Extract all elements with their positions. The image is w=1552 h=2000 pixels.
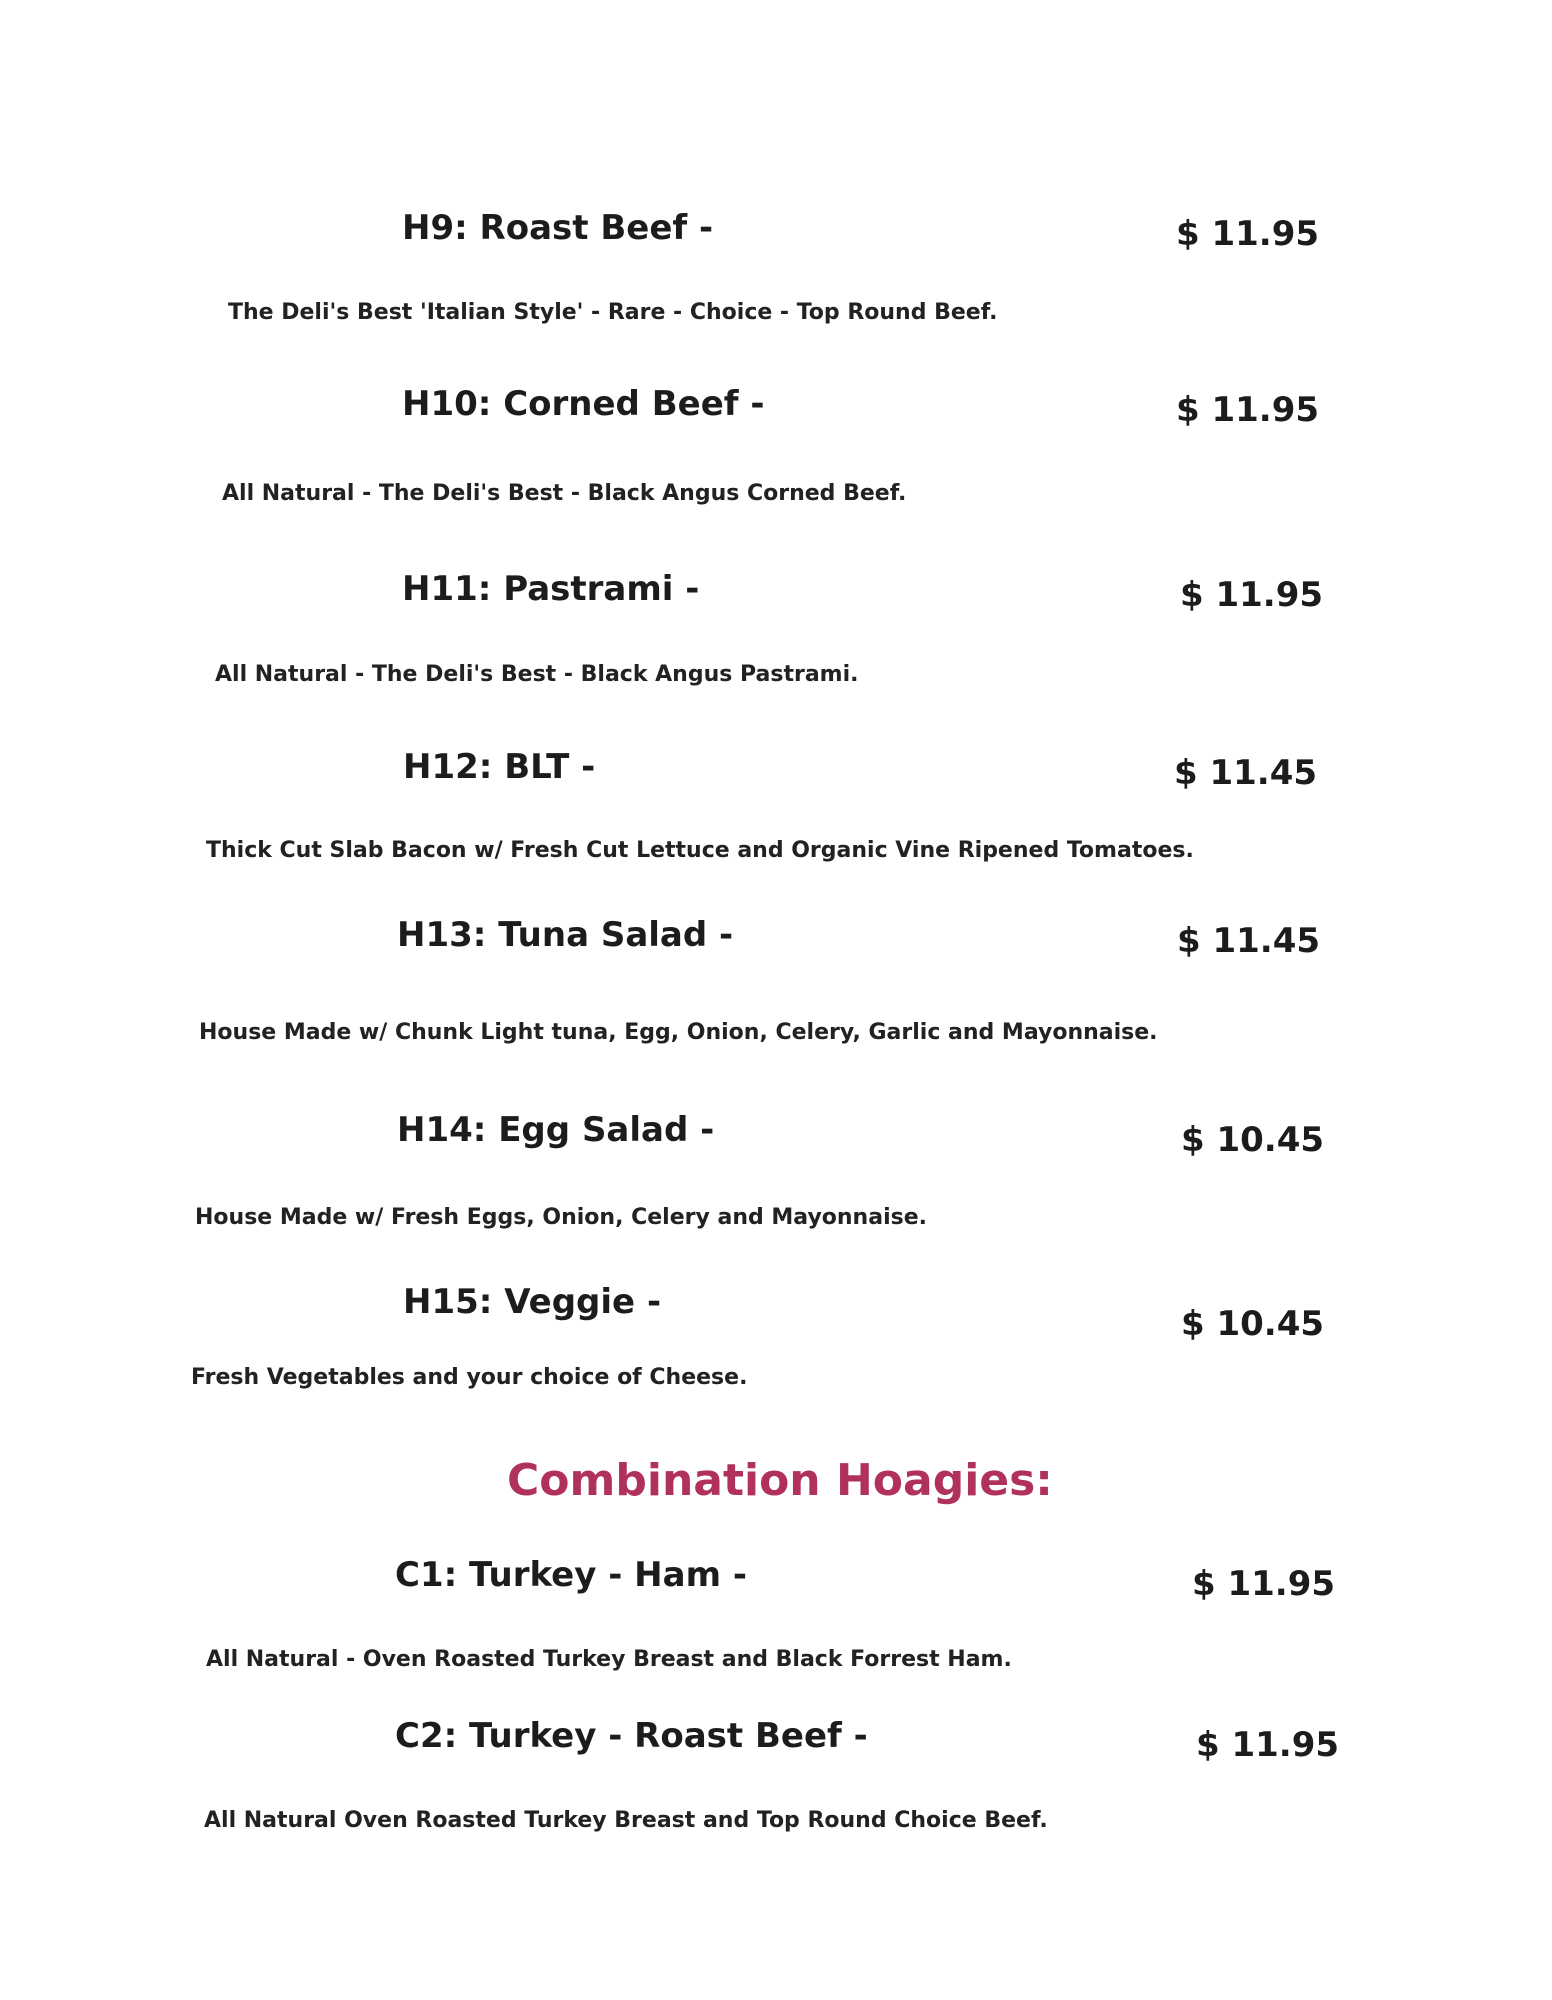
item-title-h11: H11: Pastrami - <box>402 569 700 609</box>
item-description-c1: All Natural - Oven Roasted Turkey Breast and Black Forrest Ham. <box>206 1647 1012 1672</box>
item-price-c1: $ 11.95 <box>1192 1564 1336 1604</box>
item-title-h15: H15: Veggie - <box>403 1282 662 1322</box>
item-description-h11: All Natural - The Deli's Best - Black Angus Pastrami. <box>215 662 859 687</box>
item-title-c2: C2: Turkey - Roast Beef - <box>395 1716 868 1756</box>
item-price-c2: $ 11.95 <box>1196 1725 1340 1765</box>
item-title-h13: H13: Tuna Salad - <box>397 915 734 955</box>
item-title-h9: H9: Roast Beef - <box>402 208 714 248</box>
item-title-h12: H12: BLT - <box>403 747 596 787</box>
item-title-h14: H14: Egg Salad - <box>397 1110 715 1150</box>
item-price-h13: $ 11.45 <box>1177 921 1321 961</box>
item-price-h14: $ 10.45 <box>1181 1120 1325 1160</box>
item-description-h12: Thick Cut Slab Bacon w/ Fresh Cut Lettuce and Organic Vine Ripened Tomatoes. <box>206 838 1194 863</box>
item-title-h10: H10: Corned Beef - <box>402 384 765 424</box>
item-price-h15: $ 10.45 <box>1181 1304 1325 1344</box>
item-title-c1: C1: Turkey - Ham - <box>395 1555 747 1595</box>
item-description-h15: Fresh Vegetables and your choice of Cheese. <box>191 1365 748 1390</box>
item-price-h12: $ 11.45 <box>1174 753 1318 793</box>
item-description-c2: All Natural Oven Roasted Turkey Breast and Top Round Choice Beef. <box>204 1808 1048 1833</box>
item-description-h10: All Natural - The Deli's Best - Black Angus Corned Beef. <box>222 481 907 506</box>
section-heading-combination-hoagies: Combination Hoagies: <box>507 1455 1053 1506</box>
item-description-h9: The Deli's Best 'Italian Style' - Rare - Choice - Top Round Beef. <box>228 300 998 325</box>
item-price-h10: $ 11.95 <box>1176 390 1320 430</box>
item-price-h11: $ 11.95 <box>1180 575 1324 615</box>
item-description-h14: House Made w/ Fresh Eggs, Onion, Celery and Mayonnaise. <box>195 1205 927 1230</box>
item-description-h13: House Made w/ Chunk Light tuna, Egg, Onion, Celery, Garlic and Mayonnaise. <box>199 1020 1158 1045</box>
item-price-h9: $ 11.95 <box>1176 214 1320 254</box>
